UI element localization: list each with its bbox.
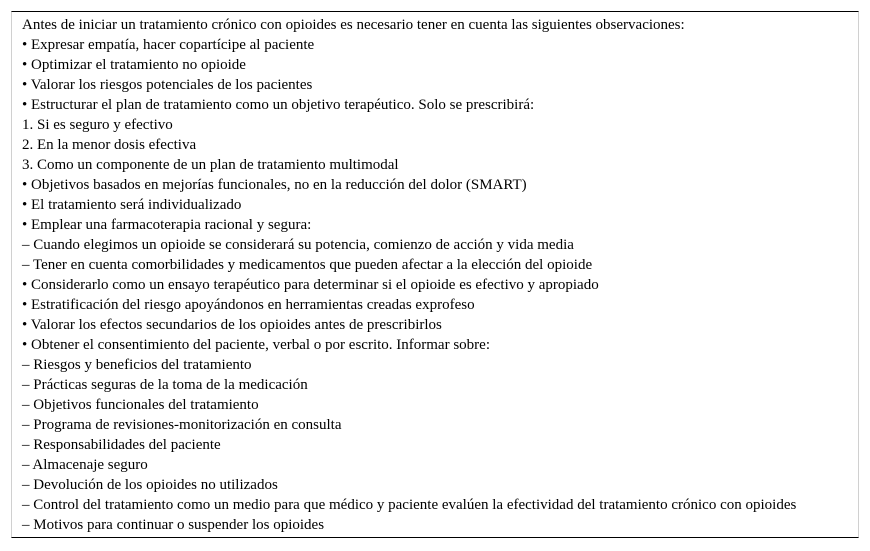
list-item-dash: – Cuando elegimos un opioide se considerará su potencia, comienzo de acción y vida media xyxy=(22,237,574,253)
list-item-bullet: • El tratamiento será individualizado xyxy=(22,197,242,213)
list-item-numbered: 3. Como un componente de un plan de tratamiento multimodal xyxy=(22,157,399,173)
list-item-numbered: 1. Si es seguro y efectivo xyxy=(22,117,173,133)
list-item-dash: – Devolución de los opioides no utilizados xyxy=(22,477,278,493)
list-item-dash: – Riesgos y beneficios del tratamiento xyxy=(22,357,252,373)
list-item-dash: – Almacenaje seguro xyxy=(22,457,148,473)
list-item-dash: – Motivos para continuar o suspender los opioides xyxy=(22,517,325,533)
list-item-bullet: • Emplear una farmacoterapia racional y segura: xyxy=(22,217,312,233)
list-item-dash: – Tener en cuenta comorbilidades y medicamentos que pueden afectar a la elección del opioide xyxy=(22,257,593,273)
list-item-bullet: • Estratificación del riesgo apoyándonos en herramientas creadas exprofeso xyxy=(22,297,475,313)
list-item-bullet: • Optimizar el tratamiento no opioide xyxy=(22,57,246,73)
list-item-dash: – Responsabilidades del paciente xyxy=(22,437,221,453)
list-item-bullet: • Valorar los riesgos potenciales de los pacientes xyxy=(22,77,313,93)
observations-table xyxy=(11,11,859,538)
list-item-bullet: • Valorar los efectos secundarios de los opioides antes de prescribirlos xyxy=(22,317,442,333)
list-item-bullet: • Obtener el consentimiento del paciente, verbal o por escrito. Informar sobre: xyxy=(22,337,490,353)
intro-text: Antes de iniciar un tratamiento crónico con opioides es necesario tener en cuenta las siguientes observaciones: xyxy=(22,17,685,33)
list-item-dash: – Control del tratamiento como un medio para que médico y paciente evalúen la efectividad del tratamiento crónico con opioides xyxy=(22,497,797,513)
list-item-numbered: 2. En la menor dosis efectiva xyxy=(22,137,197,153)
list-item-dash: – Objetivos funcionales del tratamiento xyxy=(22,397,259,413)
list-item-dash: – Prácticas seguras de la toma de la medicación xyxy=(22,377,308,393)
list-item-bullet: • Considerarlo como un ensayo terapéutico para determinar si el opioide es efectivo y apropiado xyxy=(22,277,599,293)
list-item-bullet: • Expresar empatía, hacer copartícipe al paciente xyxy=(22,37,315,53)
list-item-bullet: • Estructurar el plan de tratamiento como un objetivo terapéutico. Solo se prescribirá: xyxy=(22,97,535,113)
list-item-bullet: • Objetivos basados en mejorías funcionales, no en la reducción del dolor (SMART) xyxy=(22,177,527,193)
list-item-dash: – Programa de revisiones-monitorización en consulta xyxy=(22,417,342,433)
